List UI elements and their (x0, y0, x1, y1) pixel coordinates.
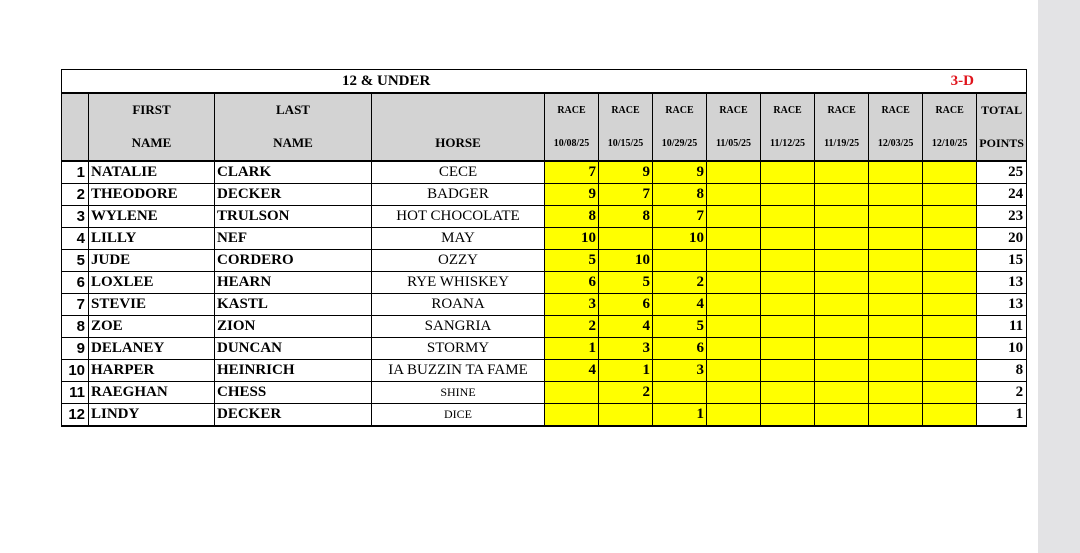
race-points-cell (761, 404, 815, 427)
total-points-cell: 15 (977, 250, 1027, 272)
race-points-cell: 7 (599, 184, 653, 206)
total-points-cell: 1 (977, 404, 1027, 427)
first-name-header-sub: NAME (89, 126, 215, 161)
race-points-cell (869, 161, 923, 184)
total-points-cell: 25 (977, 161, 1027, 184)
race-points-cell (545, 404, 599, 427)
row-number: 5 (62, 250, 89, 272)
race-points-cell (923, 272, 977, 294)
first-name-cell: LINDY (89, 404, 215, 427)
race-points-cell (869, 228, 923, 250)
race-points-cell (707, 206, 761, 228)
total-points-cell: 2 (977, 382, 1027, 404)
last-name-header: LAST (215, 93, 372, 126)
race-points-cell (869, 184, 923, 206)
horse-cell: DICE (372, 404, 545, 427)
table-row (62, 382, 1027, 404)
row-number: 7 (62, 294, 89, 316)
last-name-cell: NEF (215, 228, 372, 250)
race-points-cell (761, 360, 815, 382)
race-points-cell (923, 184, 977, 206)
race-points-cell (707, 161, 761, 184)
race-points-cell (923, 316, 977, 338)
race-points-cell: 9 (545, 184, 599, 206)
race-points-cell: 9 (653, 161, 707, 184)
race-points-cell: 6 (545, 272, 599, 294)
race-points-cell (707, 382, 761, 404)
total-points-cell: 20 (977, 228, 1027, 250)
race-points-cell (815, 404, 869, 427)
first-name-cell: ZOE (89, 316, 215, 338)
last-name-cell: DUNCAN (215, 338, 372, 360)
race-points-cell (869, 272, 923, 294)
race-points-cell (869, 250, 923, 272)
race-header: RACE (815, 93, 869, 126)
table-row (62, 316, 1027, 338)
table-row (62, 250, 1027, 272)
last-name-cell: TRULSON (215, 206, 372, 228)
race-date: 11/05/25 (707, 126, 761, 161)
race-points-cell: 2 (653, 272, 707, 294)
last-name-cell: CHESS (215, 382, 372, 404)
total-points-cell: 8 (977, 360, 1027, 382)
table-row (62, 338, 1027, 360)
race-date: 10/15/25 (599, 126, 653, 161)
table-row (62, 206, 1027, 228)
race-points-cell (815, 161, 869, 184)
total-points-cell: 11 (977, 316, 1027, 338)
race-points-cell (923, 382, 977, 404)
row-number-header (62, 93, 89, 161)
race-points-cell (761, 250, 815, 272)
row-number: 2 (62, 184, 89, 206)
total-points-cell: 24 (977, 184, 1027, 206)
race-points-cell (815, 184, 869, 206)
race-header: RACE (761, 93, 815, 126)
race-points-cell (815, 316, 869, 338)
race-header: RACE (599, 93, 653, 126)
race-header: RACE (545, 93, 599, 126)
race-date: 11/12/25 (761, 126, 815, 161)
last-name-cell: HEARN (215, 272, 372, 294)
row-number: 3 (62, 206, 89, 228)
table-row (62, 161, 1027, 184)
race-points-cell (869, 404, 923, 427)
first-name-cell: RAEGHAN (89, 382, 215, 404)
horse-header-top (372, 93, 545, 126)
race-points-cell (923, 338, 977, 360)
race-points-cell (707, 338, 761, 360)
race-points-cell (869, 206, 923, 228)
standings-table (61, 69, 1027, 427)
first-name-cell: LOXLEE (89, 272, 215, 294)
first-name-cell: HARPER (89, 360, 215, 382)
row-number: 1 (62, 161, 89, 184)
race-header: RACE (653, 93, 707, 126)
horse-cell: CECE (372, 161, 545, 184)
race-points-cell: 5 (653, 316, 707, 338)
horse-cell: ROANA (372, 294, 545, 316)
race-points-cell (923, 161, 977, 184)
total-points-cell: 23 (977, 206, 1027, 228)
race-points-cell (869, 360, 923, 382)
race-points-cell (869, 294, 923, 316)
race-points-cell: 2 (599, 382, 653, 404)
horse-cell: SHINE (372, 382, 545, 404)
table-row (62, 228, 1027, 250)
race-points-cell (869, 382, 923, 404)
race-points-cell: 1 (653, 404, 707, 427)
race-points-cell (707, 360, 761, 382)
last-name-cell: DECKER (215, 184, 372, 206)
race-points-cell (761, 228, 815, 250)
last-name-header-sub: NAME (215, 126, 372, 161)
race-date: 11/19/25 (815, 126, 869, 161)
division-label: 3-D (815, 70, 1027, 94)
header-row-bottom (62, 126, 1027, 161)
race-points-cell: 7 (653, 206, 707, 228)
race-points-cell (707, 294, 761, 316)
horse-cell: IA BUZZIN TA FAME (372, 360, 545, 382)
row-number: 9 (62, 338, 89, 360)
race-points-cell (653, 250, 707, 272)
race-points-cell (545, 382, 599, 404)
race-points-cell (815, 228, 869, 250)
row-number: 10 (62, 360, 89, 382)
race-points-cell (815, 382, 869, 404)
race-points-cell: 8 (545, 206, 599, 228)
row-number: 11 (62, 382, 89, 404)
race-points-cell: 10 (599, 250, 653, 272)
race-date: 10/08/25 (545, 126, 599, 161)
race-points-cell (923, 404, 977, 427)
race-points-cell (761, 338, 815, 360)
race-points-cell (707, 250, 761, 272)
race-points-cell: 4 (599, 316, 653, 338)
first-name-cell: NATALIE (89, 161, 215, 184)
table-row (62, 184, 1027, 206)
last-name-cell: HEINRICH (215, 360, 372, 382)
standings-sheet (61, 69, 1027, 427)
race-points-cell: 3 (545, 294, 599, 316)
race-points-cell: 4 (545, 360, 599, 382)
race-points-cell (761, 294, 815, 316)
race-header: RACE (869, 93, 923, 126)
race-points-cell: 7 (545, 161, 599, 184)
first-name-header: FIRST (89, 93, 215, 126)
race-header: RACE (923, 93, 977, 126)
race-points-cell (761, 184, 815, 206)
table-row (62, 360, 1027, 382)
race-date: 12/10/25 (923, 126, 977, 161)
race-points-cell (923, 360, 977, 382)
race-points-cell: 4 (653, 294, 707, 316)
race-points-cell (761, 206, 815, 228)
race-points-cell (707, 316, 761, 338)
last-name-cell: DECKER (215, 404, 372, 427)
race-points-cell: 3 (599, 338, 653, 360)
row-number: 4 (62, 228, 89, 250)
race-points-cell: 1 (545, 338, 599, 360)
race-points-cell: 6 (653, 338, 707, 360)
horse-cell: BADGER (372, 184, 545, 206)
race-points-cell (923, 228, 977, 250)
race-points-cell (761, 316, 815, 338)
first-name-cell: STEVIE (89, 294, 215, 316)
row-number: 12 (62, 404, 89, 427)
race-points-cell (707, 184, 761, 206)
race-date: 12/03/25 (869, 126, 923, 161)
horse-cell: MAY (372, 228, 545, 250)
table-row (62, 272, 1027, 294)
horse-header: HORSE (372, 126, 545, 161)
race-points-cell (761, 272, 815, 294)
race-points-cell (923, 206, 977, 228)
table-row (62, 294, 1027, 316)
scrollbar[interactable] (1038, 0, 1080, 553)
first-name-cell: DELANEY (89, 338, 215, 360)
race-points-cell: 5 (599, 272, 653, 294)
race-points-cell (599, 404, 653, 427)
race-points-cell (707, 404, 761, 427)
race-points-cell (869, 338, 923, 360)
first-name-cell: JUDE (89, 250, 215, 272)
row-number: 6 (62, 272, 89, 294)
race-points-cell (599, 228, 653, 250)
race-points-cell: 10 (653, 228, 707, 250)
race-points-cell: 3 (653, 360, 707, 382)
race-points-cell (761, 161, 815, 184)
last-name-cell: CORDERO (215, 250, 372, 272)
horse-cell: OZZY (372, 250, 545, 272)
table-row (62, 404, 1027, 427)
horse-cell: STORMY (372, 338, 545, 360)
first-name-cell: WYLENE (89, 206, 215, 228)
race-points-cell (815, 206, 869, 228)
race-points-cell: 5 (545, 250, 599, 272)
race-points-cell: 9 (599, 161, 653, 184)
race-points-cell (815, 250, 869, 272)
race-date: 10/29/25 (653, 126, 707, 161)
race-points-cell: 6 (599, 294, 653, 316)
header-row-top (62, 93, 1027, 126)
horse-cell: RYE WHISKEY (372, 272, 545, 294)
last-name-cell: CLARK (215, 161, 372, 184)
race-points-cell (869, 316, 923, 338)
race-points-cell (707, 228, 761, 250)
race-points-cell: 8 (599, 206, 653, 228)
last-name-cell: KASTL (215, 294, 372, 316)
race-points-cell: 8 (653, 184, 707, 206)
last-name-cell: ZION (215, 316, 372, 338)
total-points-cell: 13 (977, 294, 1027, 316)
race-points-cell (815, 272, 869, 294)
table-title: 12 & UNDER (62, 70, 815, 94)
title-row (62, 70, 1027, 94)
total-points-header: POINTS (977, 126, 1027, 161)
total-points-cell: 10 (977, 338, 1027, 360)
race-points-cell (707, 272, 761, 294)
race-points-cell: 1 (599, 360, 653, 382)
race-points-cell (923, 250, 977, 272)
race-points-cell (815, 294, 869, 316)
first-name-cell: THEODORE (89, 184, 215, 206)
race-points-cell (923, 294, 977, 316)
row-number: 8 (62, 316, 89, 338)
race-points-cell (815, 360, 869, 382)
horse-cell: HOT CHOCOLATE (372, 206, 545, 228)
total-points-cell: 13 (977, 272, 1027, 294)
race-points-cell (653, 382, 707, 404)
race-header: RACE (707, 93, 761, 126)
total-header: TOTAL (977, 93, 1027, 126)
race-points-cell (815, 338, 869, 360)
race-points-cell: 2 (545, 316, 599, 338)
first-name-cell: LILLY (89, 228, 215, 250)
race-points-cell (761, 382, 815, 404)
race-points-cell: 10 (545, 228, 599, 250)
horse-cell: SANGRIA (372, 316, 545, 338)
